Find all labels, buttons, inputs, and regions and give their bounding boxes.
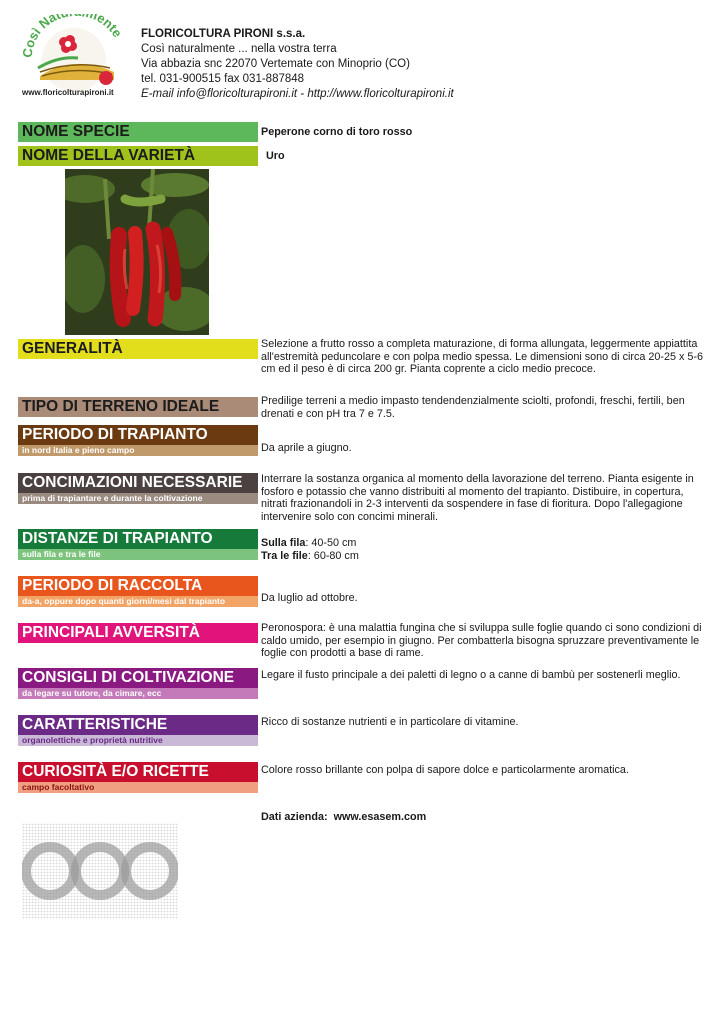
section-title: TIPO DI TERRENO IDEALE bbox=[18, 397, 258, 417]
section-consigli bbox=[18, 668, 258, 699]
company-logo bbox=[18, 14, 130, 98]
section-terreno bbox=[18, 397, 258, 417]
section-title: CONCIMAZIONI NECESSARIE bbox=[18, 473, 258, 493]
curiosita-value: Colore rosso brillante con polpa di sapore dolce e particolarmente aromatica. bbox=[261, 764, 629, 776]
section-title: PRINCIPALI AVVERSITÀ bbox=[18, 623, 258, 643]
section-title: GENERALITÀ bbox=[18, 339, 258, 359]
section-nome-specie bbox=[18, 122, 258, 142]
consigli-value: Legare il fusto principale a dei paletti di legno o a canne di bambù per sostenerli meglio. bbox=[261, 669, 681, 681]
trapianto-value: Da aprile a giugno. bbox=[261, 442, 352, 454]
watermark-logo bbox=[22, 823, 178, 919]
footer-label: Dati azienda: bbox=[261, 811, 328, 823]
section-title: NOME DELLA VARIETÀ bbox=[18, 146, 258, 166]
section-title: PERIODO DI RACCOLTA bbox=[18, 576, 258, 596]
footer-link[interactable]: www.esasem.com bbox=[333, 811, 427, 823]
section-title: CONSIGLI DI COLTIVAZIONE bbox=[18, 668, 258, 688]
nome-varieta-value: Uro bbox=[266, 150, 285, 162]
section-distanze bbox=[18, 529, 258, 560]
company-contacts[interactable]: E-mail info@floricolturapironi.it - http://www.floricolturapironi.it bbox=[141, 88, 454, 100]
section-subtitle: campo facoltativo bbox=[18, 782, 258, 793]
section-trapianto bbox=[18, 425, 258, 456]
section-title: DISTANZE DI TRAPIANTO bbox=[18, 529, 258, 549]
distanze-value bbox=[261, 537, 706, 562]
section-subtitle: da-a, oppure dopo quanti giorni/mesi dal trapianto bbox=[18, 596, 258, 607]
section-subtitle: prima di trapiantare e durante la coltivazione bbox=[18, 493, 258, 504]
section-avversita bbox=[18, 623, 258, 643]
caratteristiche-value: Ricco di sostanze nutrienti e in particolare di vitamine. bbox=[261, 716, 519, 728]
pepper-photo bbox=[65, 169, 209, 335]
section-concimazioni bbox=[18, 473, 258, 504]
nome-specie-value: Peperone corno di toro rosso bbox=[261, 126, 413, 138]
avversita-value: Peronospora: è una malattia fungina che si sviluppa sulle foglie quando ci sono condizioni di caldo umido, per esempio in giugno. Per combatterla bisogna spruzzare preventivamente le foglie con prodotti a base di rame. bbox=[261, 622, 702, 660]
section-generalita bbox=[18, 339, 258, 359]
logo-website-text: www.floricolturapironi.it bbox=[22, 88, 114, 97]
section-title: CARATTERISTICHE bbox=[18, 715, 258, 735]
section-title: CURIOSITÀ E/O RICETTE bbox=[18, 762, 258, 782]
section-subtitle: da legare su tutore, da cimare, ecc bbox=[18, 688, 258, 699]
raccolta-value: Da luglio ad ottobre. bbox=[261, 592, 358, 604]
concimazioni-value: Interrare la sostanza organica al momento della lavorazione del terreno. Pianta esigente in fosforo e potassio che vanno distribuiti al momento del trapianto. Distibuire, in copertura, nitrati frazionandoli in 2-3 interventi da sospendere in fase di fioritura. Dopo l'allegagione intervenire solo con concimi minerali. bbox=[261, 473, 694, 523]
footer-dati-azienda bbox=[261, 811, 706, 824]
section-subtitle: sulla fila e tra le file bbox=[18, 549, 258, 560]
section-raccolta bbox=[18, 576, 258, 607]
logo-arc-text: Così Nat ente bbox=[19, 14, 126, 59]
section-title: NOME SPECIE bbox=[18, 122, 258, 142]
company-address: Via abbazia snc 22070 Vertemate con Minoprio (CO) bbox=[141, 58, 410, 70]
company-phone: tel. 031-900515 fax 031-887848 bbox=[141, 73, 305, 85]
company-name: FLORICOLTURA PIRONI s.s.a. bbox=[141, 28, 306, 40]
section-title: PERIODO DI TRAPIANTO bbox=[18, 425, 258, 445]
terreno-value: Predilige terreni a medio impasto tendendenzialmente sciolti, profondi, freschi, fertili, ben drenati e con pH tra 7 e 7.5. bbox=[261, 395, 685, 420]
company-tagline: Così naturalmente ... nella vostra terra bbox=[141, 43, 337, 55]
section-curiosita bbox=[18, 762, 258, 793]
section-subtitle: organolettiche e proprietà nutritive bbox=[18, 735, 258, 746]
generalita-value: Selezione a frutto rosso a completa maturazione, di forma allungata, leggermente appiattita all'estremità peduncolare e con polpa medio spessa. Le dimensioni sono di circa 20-25 x 5-6 cm ed il peso è di circa 200 gr. Pianta coprente a ciclo medio precoce. bbox=[261, 338, 703, 376]
distanza-file: Tra le file: 60-80 cm bbox=[261, 549, 359, 562]
distanza-fila: Sulla fila: 40-50 cm bbox=[261, 537, 357, 549]
section-subtitle: in nord italia e pieno campo bbox=[18, 445, 258, 456]
section-caratteristiche bbox=[18, 715, 258, 746]
company-info bbox=[141, 27, 454, 102]
section-nome-varieta bbox=[18, 146, 258, 166]
